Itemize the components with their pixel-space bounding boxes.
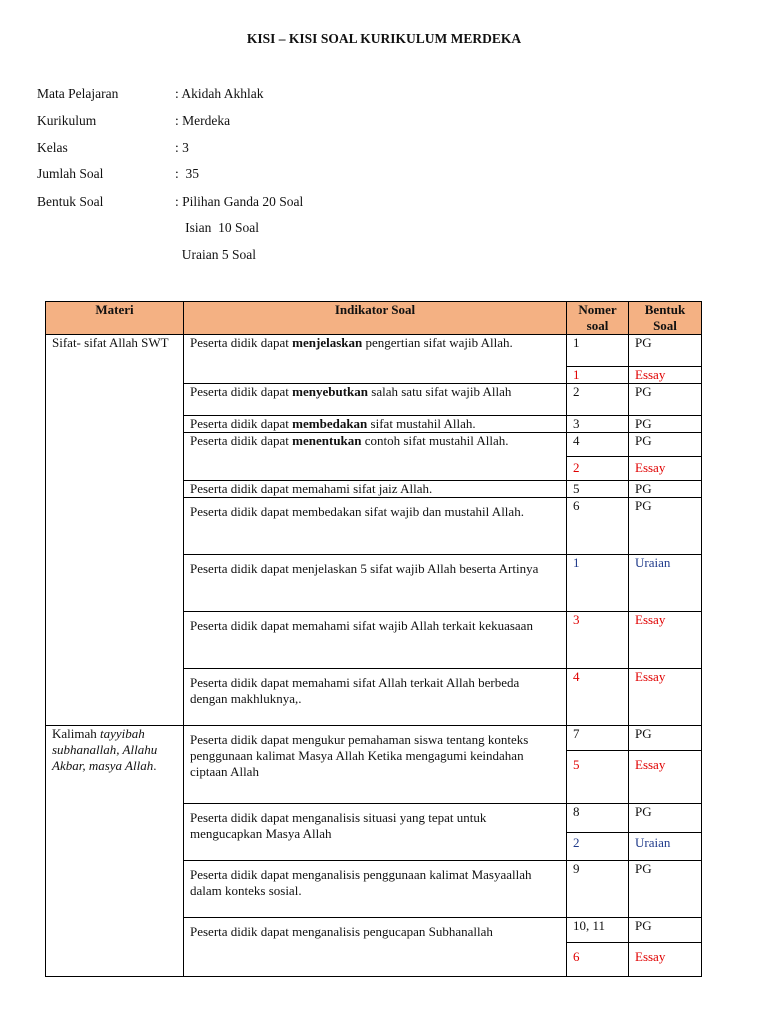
- info-label-kurikulum: Kurikulum: [37, 113, 97, 128]
- table-row: [46, 335, 702, 384]
- materi-cell: [46, 335, 184, 726]
- info-label-bentuk-soal: Bentuk Soal: [37, 194, 104, 209]
- indikator-cell: Peserta didik dapat menjelaskan 5 sifat wajib Allah beserta Artinya: [184, 555, 567, 612]
- bentuk-cell: Essay: [629, 612, 702, 669]
- info-label-jumlah-soal: Jumlah Soal: [37, 166, 104, 181]
- document-title: KISI – KISI SOAL KURIKULUM MERDEKA: [246, 31, 522, 46]
- info-value-isian: Isian 10 Soal: [175, 220, 259, 235]
- indikator-cell: Peserta didik dapat menjelaskan pengertian sifat wajib Allah.: [184, 335, 567, 384]
- bentuk-cell: PG Essay: [629, 433, 702, 481]
- header-nomer: Nomer soal: [567, 302, 629, 335]
- bentuk-cell: PG Uraian: [629, 804, 702, 861]
- info-value-kelas: : 3: [175, 140, 189, 155]
- indikator-cell: Peserta didik dapat menganalisis pengucapan Subhanallah: [184, 918, 567, 977]
- nomer-cell: 5: [567, 481, 629, 498]
- info-value-jumlah-soal: : 35: [175, 166, 200, 181]
- indikator-keyword: menjelaskan: [292, 335, 363, 350]
- bentuk-cell: Uraian: [629, 555, 702, 612]
- info-value-kurikulum: : Merdeka: [175, 113, 231, 128]
- info-value-bentuk-soal: : Pilihan Ganda 20 Soal: [175, 194, 304, 209]
- bentuk-cell: PG Essay: [629, 335, 702, 384]
- nomer-cell: 3: [567, 612, 629, 669]
- table-header-row: [46, 302, 702, 335]
- bentuk-cell: Essay: [629, 669, 702, 726]
- nomer-cell: 3: [567, 416, 629, 433]
- table-row: [46, 726, 702, 804]
- indikator-cell: Peserta didik dapat memahami sifat jaiz Allah.: [184, 481, 567, 498]
- info-label-mata-pelajaran: Mata Pelajaran: [37, 86, 119, 101]
- indikator-cell: Peserta didik dapat mengukur pemahaman siswa tentang konteks penggunaan kalimat Masya Allah Ketika mengagumi keindahan ciptaan Allah: [184, 726, 567, 804]
- indikator-cell: Peserta didik dapat memahami sifat wajib Allah terkait kekuasaan: [184, 612, 567, 669]
- nomer-cell: 9: [567, 861, 629, 918]
- bentuk-cell: PG: [629, 498, 702, 555]
- nomer-cell: 6: [567, 498, 629, 555]
- bentuk-cell: PG: [629, 384, 702, 416]
- kisi-table: [45, 301, 702, 977]
- indikator-keyword: menentukan: [292, 433, 362, 448]
- indikator-cell: Peserta didik dapat menganalisis penggunaan kalimat Masyaallah dalam konteks sosial.: [184, 861, 567, 918]
- nomer-cell: 8 2: [567, 804, 629, 861]
- header-indikator: Indikator Soal: [184, 302, 567, 335]
- materi-italic-text: tayyibah subhanallah, Allahu Akbar, masya Allah: [52, 726, 158, 773]
- bentuk-cell: PG: [629, 481, 702, 498]
- info-value-mata-pelajaran: : Akidah Akhlak: [175, 86, 264, 101]
- indikator-cell: Peserta didik dapat menganalisis situasi yang tepat untuk mengucapkan Masya Allah: [184, 804, 567, 861]
- bentuk-cell: PG: [629, 861, 702, 918]
- indikator-cell: Peserta didik dapat memahami sifat Allah terkait Allah berbeda dengan makhluknya,.: [184, 669, 567, 726]
- materi-text: Sifat- sifat Allah SWT: [52, 335, 169, 350]
- nomer-cell: 4: [567, 669, 629, 726]
- indikator-keyword: membedakan: [292, 416, 368, 431]
- nomer-cell: 10, 11 6: [567, 918, 629, 977]
- indikator-keyword: menyebutkan: [292, 384, 369, 399]
- nomer-cell: 1: [567, 555, 629, 612]
- info-label-kelas: Kelas: [37, 140, 68, 155]
- info-value-uraian: Uraian 5 Soal: [175, 247, 256, 262]
- indikator-cell: Peserta didik dapat membedakan sifat mustahil Allah.: [184, 416, 567, 433]
- indikator-cell: Peserta didik dapat menentukan contoh sifat mustahil Allah.: [184, 433, 567, 481]
- bentuk-cell: PG Essay: [629, 918, 702, 977]
- bentuk-cell: PG: [629, 416, 702, 433]
- materi-cell: Kalimah tayyibah subhanallah, Allahu Akbar, masya Allah.: [46, 726, 184, 977]
- nomer-cell: 7 5: [567, 726, 629, 804]
- indikator-cell: Peserta didik dapat menyebutkan salah satu sifat wajib Allah: [184, 384, 567, 416]
- nomer-cell: 4 2: [567, 433, 629, 481]
- nomer-cell: 2: [567, 384, 629, 416]
- bentuk-cell: PG Essay: [629, 726, 702, 804]
- indikator-cell: Peserta didik dapat membedakan sifat wajib dan mustahil Allah.: [184, 498, 567, 555]
- header-bentuk: Bentuk Soal: [629, 302, 702, 335]
- nomer-cell: 1 1: [567, 335, 629, 384]
- header-materi: Materi: [46, 302, 184, 335]
